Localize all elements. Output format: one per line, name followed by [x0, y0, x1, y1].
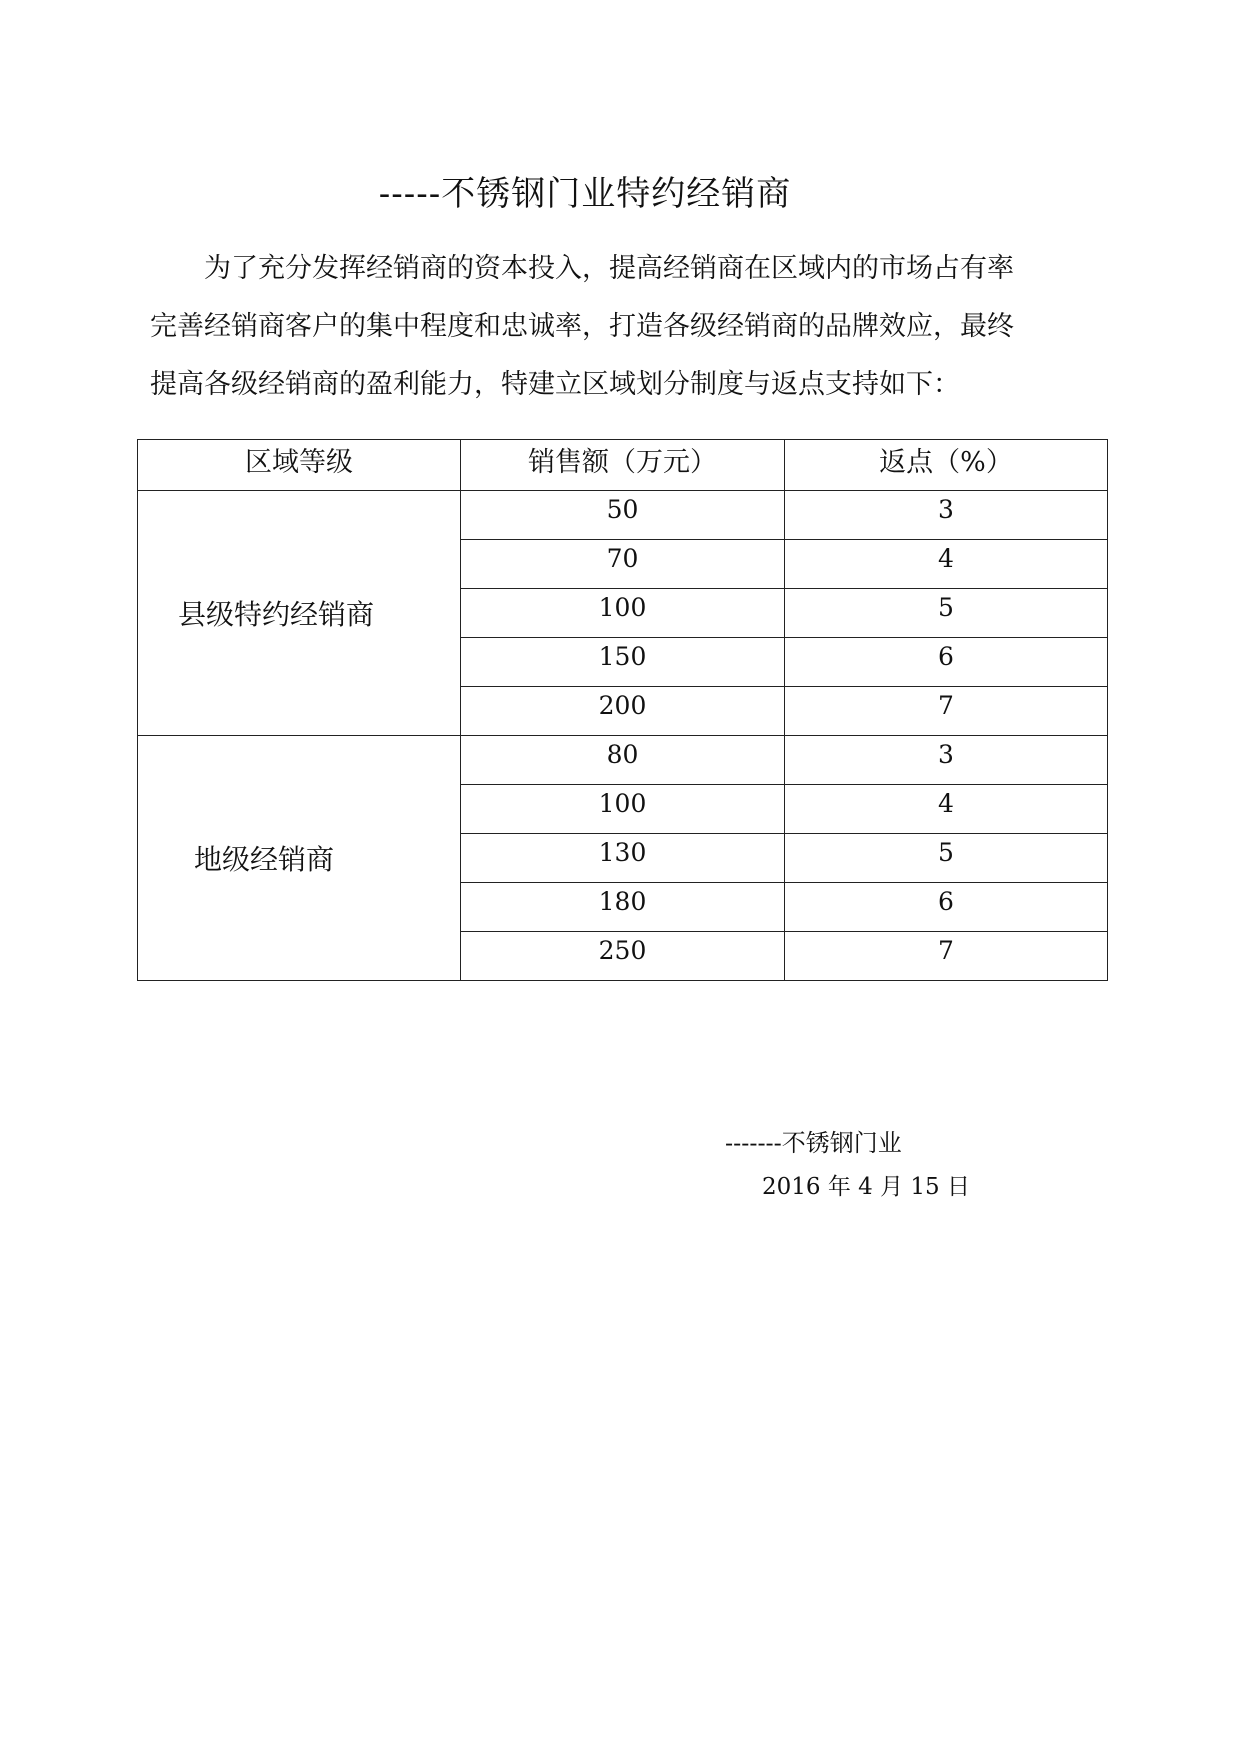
- rebate-cell: 4: [785, 785, 1108, 834]
- level-cell: [138, 736, 461, 981]
- signature: -------不锈钢门业: [725, 1129, 902, 1157]
- rebate-cell: 6: [785, 638, 1108, 687]
- rebate-cell: 5: [785, 834, 1108, 883]
- header-region-level: 区域等级: [138, 440, 461, 491]
- sales-cell: 130: [461, 834, 785, 883]
- sales-cell: 200: [461, 687, 785, 736]
- sales-cell: 80: [461, 736, 785, 785]
- rebate-cell: 4: [785, 540, 1108, 589]
- rebate-table: [137, 439, 1108, 981]
- intro-line: 为了充分发挥经销商的资本投入，提高经销商在区域内的市场占有率: [204, 253, 1014, 284]
- level-label: 县级特约经销商: [178, 598, 375, 631]
- header-rebate: 返点（%）: [785, 440, 1108, 491]
- rebate-cell: 5: [785, 589, 1108, 638]
- sales-cell: 250: [461, 932, 785, 981]
- rebate-cell: 7: [785, 932, 1108, 981]
- header-sales: 销售额（万元）: [461, 440, 785, 491]
- level-cell: [138, 491, 461, 736]
- sales-cell: 50: [461, 491, 785, 540]
- rebate-cell: 7: [785, 687, 1108, 736]
- level-label: 地级经销商: [194, 843, 335, 876]
- intro-paragraph: [150, 240, 1100, 414]
- signature-date: 2016 年 4 月 15 日: [762, 1174, 970, 1200]
- sales-cell: 180: [461, 883, 785, 932]
- table-header-row: [138, 440, 1108, 491]
- table-row: [138, 491, 1108, 540]
- table-row: [138, 736, 1108, 785]
- intro-line: 完善经销商客户的集中程度和忠诚率，打造各级经销商的品牌效应，最终: [150, 311, 1014, 342]
- rebate-cell: 6: [785, 883, 1108, 932]
- sales-cell: 150: [461, 638, 785, 687]
- page-title: -----不锈钢门业特约经销商: [378, 174, 792, 214]
- sales-cell: 100: [461, 785, 785, 834]
- rebate-cell: 3: [785, 491, 1108, 540]
- sales-cell: 70: [461, 540, 785, 589]
- sales-cell: 100: [461, 589, 785, 638]
- intro-line: 提高各级经销商的盈利能力，特建立区域划分制度与返点支持如下：: [150, 369, 960, 400]
- rebate-cell: 3: [785, 736, 1108, 785]
